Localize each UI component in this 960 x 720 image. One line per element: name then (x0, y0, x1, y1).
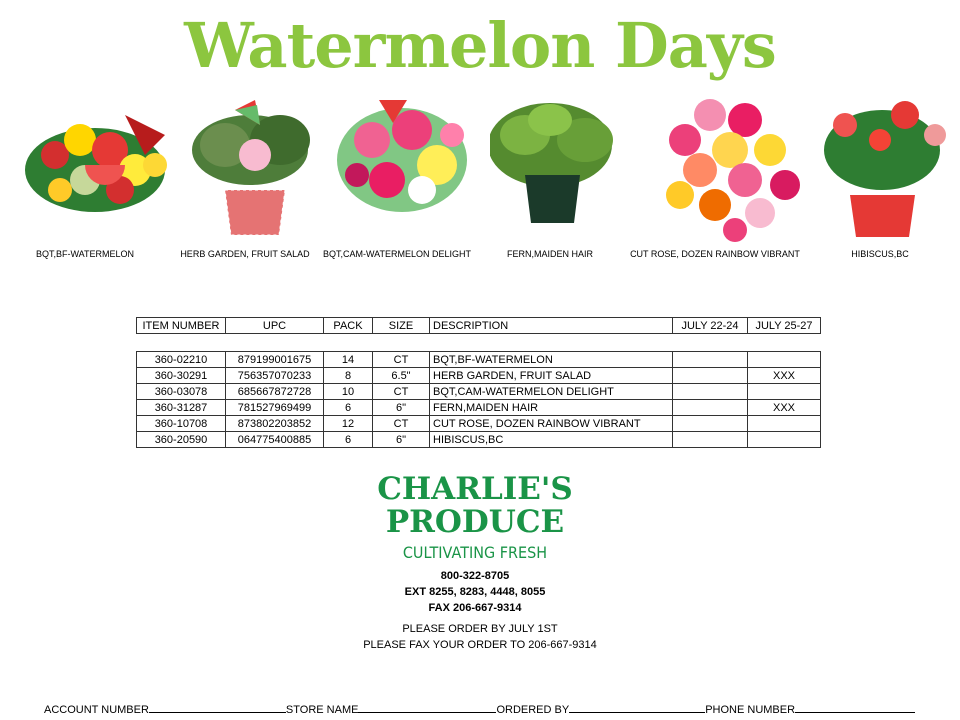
logo-tagline: CULTIVATING FRESH (402, 543, 548, 562)
logo-line-2: PRODUCE (385, 504, 565, 540)
cell-item-number: 360-31287 (137, 400, 226, 416)
page-title: Watermelon Days (184, 9, 776, 82)
cell-july-22-24[interactable] (673, 416, 748, 432)
product-card (0, 95, 170, 265)
cell-size: 6" (373, 432, 430, 448)
cell-description: BQT,CAM-WATERMELON DELIGHT (430, 384, 673, 400)
table-row (137, 416, 821, 432)
cell-july-25-27[interactable] (748, 432, 821, 448)
phone-number-field[interactable] (795, 702, 915, 713)
phone-number-label: PHONE NUMBER (705, 704, 796, 716)
cell-description: BQT,BF-WATERMELON (430, 352, 673, 368)
table-row (137, 368, 821, 384)
cell-pack: 12 (324, 416, 373, 432)
cell-size: 6" (373, 400, 430, 416)
cell-upc: 781527969499 (226, 400, 324, 416)
product-label: HIBISCUS,BC (851, 249, 909, 259)
cell-pack: 8 (324, 368, 373, 384)
cell-size: CT (373, 352, 430, 368)
cell-item-number: 360-02210 (137, 352, 226, 368)
product-images-row (0, 95, 960, 265)
order-table (136, 351, 821, 448)
cell-july-22-24[interactable] (673, 368, 748, 384)
cell-description: HERB GARDEN, FRUIT SALAD (430, 368, 673, 384)
account-number-label: ACCOUNT NUMBER (44, 704, 149, 716)
cell-pack: 14 (324, 352, 373, 368)
contact-phone: 800-322-8705 (440, 570, 510, 582)
table-row (137, 352, 821, 368)
col-pack: PACK (324, 318, 373, 334)
cell-pack: 6 (324, 432, 373, 448)
table-header-row (137, 318, 821, 334)
order-form-footer (44, 702, 915, 716)
cell-upc: 756357070233 (226, 368, 324, 384)
product-card (795, 95, 960, 265)
store-name-field[interactable] (358, 702, 496, 713)
logo-line-1: CHARLIE'S (377, 471, 573, 507)
cell-item-number: 360-20590 (137, 432, 226, 448)
store-name-label: STORE NAME (285, 704, 359, 716)
col-description: DESCRIPTION (430, 318, 673, 334)
col-july-22-24: JULY 22-24 (673, 318, 748, 334)
cell-size: CT (373, 416, 430, 432)
col-july-25-27: JULY 25-27 (748, 318, 821, 334)
product-card (312, 95, 482, 265)
cell-description: CUT ROSE, DOZEN RAINBOW VIBRANT (430, 416, 673, 432)
cell-upc: 685667872728 (226, 384, 324, 400)
product-label: HERB GARDEN, FRUIT SALAD (180, 249, 310, 259)
account-number-field[interactable] (149, 702, 286, 713)
cell-july-25-27[interactable] (748, 352, 821, 368)
product-label: FERN,MAIDEN HAIR (506, 249, 593, 259)
contact-ext: EXT 8255, 8283, 4448, 8055 (404, 586, 546, 598)
col-size: SIZE (373, 318, 430, 334)
product-card (630, 95, 800, 265)
cell-july-25-27[interactable]: XXX (748, 368, 821, 384)
cell-pack: 6 (324, 400, 373, 416)
hibiscus-image (820, 95, 960, 240)
cell-july-25-27[interactable] (748, 416, 821, 432)
cell-upc: 064775400885 (226, 432, 324, 448)
product-card (465, 95, 635, 265)
cell-size: 6.5" (373, 368, 430, 384)
cell-item-number: 360-03078 (137, 384, 226, 400)
cell-item-number: 360-30291 (137, 368, 226, 384)
product-label: BQT,CAM-WATERMELON DELIGHT (322, 249, 471, 259)
ordered-by-label: ORDERED BY (496, 704, 570, 716)
contact-fax: FAX 206-667-9314 (428, 602, 522, 614)
cell-upc: 873802203852 (226, 416, 324, 432)
product-card (160, 95, 330, 265)
cell-july-25-27[interactable] (748, 384, 821, 400)
cell-description: HIBISCUS,BC (430, 432, 673, 448)
table-row (137, 384, 821, 400)
col-upc: UPC (226, 318, 324, 334)
order-table-header (136, 317, 821, 334)
table-row (137, 400, 821, 416)
cell-size: CT (373, 384, 430, 400)
cell-upc: 879199001675 (226, 352, 324, 368)
product-label: BQT,BF-WATERMELON (35, 249, 134, 259)
product-label: CUT ROSE, DOZEN RAINBOW VIBRANT (630, 249, 800, 259)
order-by-note: PLEASE ORDER BY JULY 1ST (402, 623, 558, 635)
fax-order-note: PLEASE FAX YOUR ORDER TO 206-667-9314 (363, 639, 597, 651)
cell-item-number: 360-10708 (137, 416, 226, 432)
cell-july-22-24[interactable] (673, 352, 748, 368)
col-item-number: ITEM NUMBER (137, 318, 226, 334)
cell-july-22-24[interactable] (673, 384, 748, 400)
cell-july-22-24[interactable] (673, 432, 748, 448)
cell-july-25-27[interactable]: XXX (748, 400, 821, 416)
ordered-by-field[interactable] (569, 702, 705, 713)
cell-july-22-24[interactable] (673, 400, 748, 416)
cell-description: FERN,MAIDEN HAIR (430, 400, 673, 416)
table-row (137, 432, 821, 448)
cell-pack: 10 (324, 384, 373, 400)
